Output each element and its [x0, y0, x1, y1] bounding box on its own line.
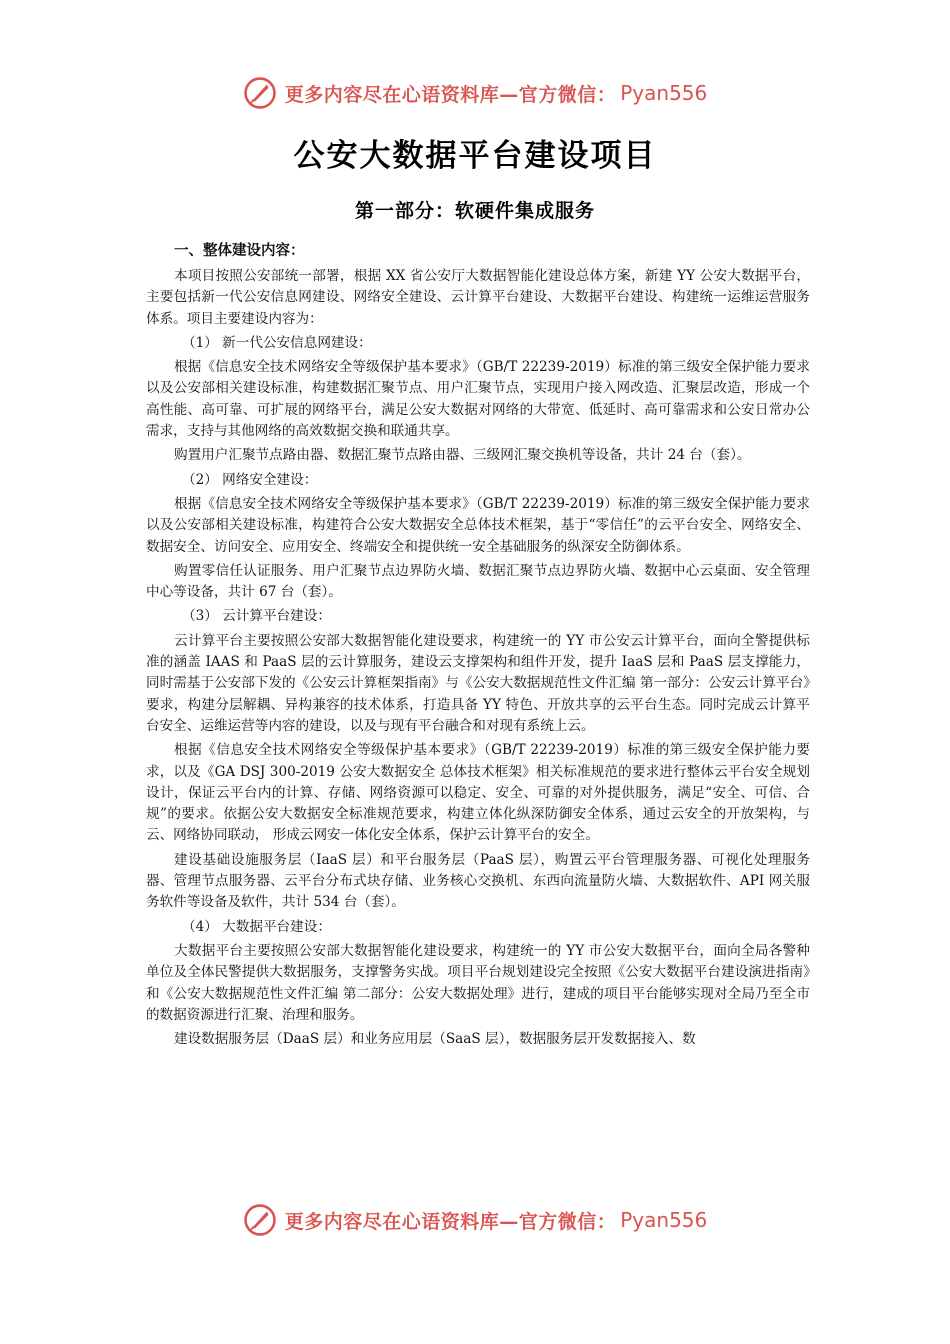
paragraph: 根据《信息安全技术网络安全等级保护基本要求》（GB/T 22239-2019）标准的第三级安全保护能力要求，以及《GA DSJ 300-2019 公安大数据安全 总体技术框架》相关标准规范的要求进行整体云平台安全规划设计，保证云平台内的计算、存储、网络资源可以稳定、安全、可靠的对外提供服务，满足“安全、可信、合规”的要求。依据公安大数据安全标准规范要求，构建立体化纵深防御安全体系，通过云安全的开放架构，与云、网络协同联动， 形成云网安一体化安全体系，保护云计算平台的安全。	[146, 742, 810, 844]
paragraph: 根据《信息安全技术网络安全等级保护基本要求》（GB/T 22239-2019）标准的第三级安全保护能力要求以及公安部相关建设标准，构建符合公安大数据安全总体技术框架，基于“零信任”的云平台安全、网络安全、数据安全、访问安全、应用安全、终端安全和提供统一安全基础服务的纵深安全防御体系。	[146, 495, 810, 555]
paragraph: 建设基础设施服务层（IaaS 层）和平台服务层（PaaS 层），购置云平台管理服务器、可视化处理服务器、管理节点服务器、云平台分布式块存储、业务核心交换机、东西向流量防火墙、大数据软件、API 网关服务软件等设备及软件，共计 534 台（套）。	[146, 851, 810, 911]
paragraph: 购置用户汇聚节点路由器、数据汇聚节点路由器、三级网汇聚交换机等设备，共计 24 台（套）。	[174, 447, 751, 464]
paragraph: 云计算平台主要按照公安部大数据智能化建设要求，构建统一的 YY 市公安云计算平台，面向全警提供标准的涵盖 IAAS 和 PaaS 层的云计算服务，建设云支撑架构和组件开发，提升 IaaS 层和 PaaS 层支撑能力，同时需基于公安部下发的《公安云计算框架指南》与《公安大数据规范性文件汇编 第一部分：公安云计算平台》要求，构建分层解耦、异构兼容的技术体系，打造具备 YY 特色、开放共享的云平台生态。同时完成云计算平台安全、运维运营等内容的建设，以及与现有平台融合和对现有系统上云。	[146, 632, 810, 734]
subsection-heading: （1） 新一代公安信息网建设：	[182, 334, 372, 351]
paragraph: 根据《信息安全技术网络安全等级保护基本要求》（GB/T 22239-2019）标准的第三级安全保护能力要求以及公安部相关建设标准，构建数据汇聚节点、用户汇聚节点，实现用户接入网改造、汇聚层改造，形成一个高性能、高可靠、可扩展的网络平台，满足公安大数据对网络的大带宽、低延时、高可靠需求和公安日常办公需求，支持与其他网络的高效数据交换和联通共享。	[146, 359, 810, 440]
document-body	[146, 240, 810, 1053]
banner-wechat-id: Pyan556	[620, 81, 708, 105]
footer-watermark-banner	[0, 1195, 950, 1245]
document-subtitle: 第一部分：软硬件集成服务	[354, 200, 595, 222]
quill-pen-logo-icon	[243, 76, 277, 110]
subsection-heading: （4） 大数据平台建设：	[182, 918, 331, 935]
document-title: 公安大数据平台建设项目	[293, 138, 657, 174]
banner-text: 更多内容尽在心语资料库—官方微信：	[284, 83, 617, 106]
paragraph: 大数据平台主要按照公安部大数据智能化建设要求，构建统一的 YY 市公安大数据平台，面向全局各警种单位及全体民警提供大数据服务，支撑警务实战。项目平台规划建设完全按照《公安大数据平台建设演进指南》和《公安大数据规范性文件汇编 第二部分：公安大数据处理》进行，建成的项目平台能够实现对全局乃至全市的数据资源进行汇聚、治理和服务。	[146, 942, 810, 1023]
subsection-heading: （3） 云计算平台建设：	[182, 608, 331, 625]
paragraph: 本项目按照公安部统一部署，根据 XX 省公安厅大数据智能化建设总体方案，新建 YY 公安大数据平台，主要包括新一代公安信息网建设、网络安全建设、云计算平台建设、大数据平台建设、构建统一运维运营服务体系。项目主要建设内容为：	[146, 268, 810, 327]
section-heading: 一、整体建设内容：	[174, 243, 305, 259]
banner-wechat-id: Pyan556	[620, 1208, 708, 1232]
banner-text: 更多内容尽在心语资料库—官方微信：	[284, 1210, 617, 1233]
subsection-heading: （2） 网络安全建设：	[182, 471, 318, 488]
paragraph: 建设数据服务层（DaaS 层）和业务应用层（SaaS 层），数据服务层开发数据接入、数	[174, 1031, 696, 1048]
header-watermark-banner	[0, 68, 950, 118]
paragraph: 购置零信任认证服务、用户汇聚节点边界防火墙、数据汇聚节点边界防火墙、数据中心云桌面、安全管理中心等设备，共计 67 台（套）。	[146, 562, 810, 601]
quill-pen-logo-icon	[243, 1203, 277, 1237]
